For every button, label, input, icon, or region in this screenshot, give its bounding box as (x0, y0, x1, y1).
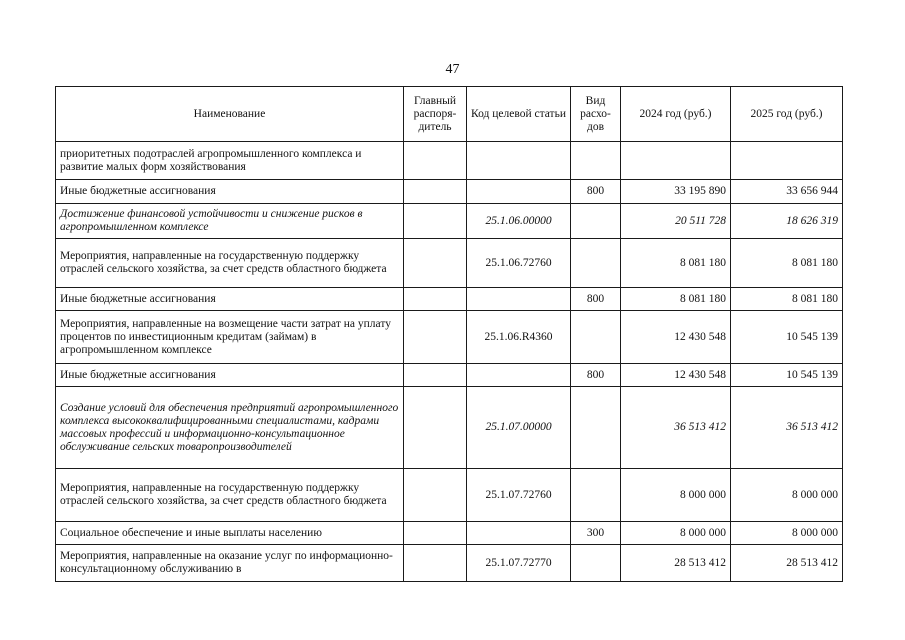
row-2024: 8 081 180 (621, 239, 731, 288)
row-name: Мероприятия, направленные на оказание услуг по информационно-консультационному обслуживанию в (56, 545, 404, 582)
row-code: 25.1.06.00000 (467, 204, 571, 239)
row-name: Иные бюджетные ассигнования (56, 288, 404, 311)
row-admin (404, 239, 467, 288)
row-2025: 28 513 412 (731, 545, 843, 582)
row-admin (404, 545, 467, 582)
row-admin (404, 180, 467, 204)
row-name: Мероприятия, направленные на возмещение части затрат на уплату процентов по инвестиционным кредитам (займам) в агропромышленном комплексе (56, 311, 404, 364)
row-code (467, 288, 571, 311)
row-2025: 33 656 944 (731, 180, 843, 204)
row-admin (404, 204, 467, 239)
row-type: 800 (571, 288, 621, 311)
row-type (571, 239, 621, 288)
row-admin (404, 469, 467, 522)
row-name: приоритетных подотраслей агропромышленного комплекса и развитие малых форм хозяйствования (56, 142, 404, 180)
row-code (467, 364, 571, 387)
row-2024: 12 430 548 (621, 311, 731, 364)
table-row (56, 545, 843, 582)
row-type: 800 (571, 180, 621, 204)
header-code: Код целевой статьи (467, 87, 571, 142)
row-code: 25.1.07.72760 (467, 469, 571, 522)
row-admin (404, 311, 467, 364)
row-name: Мероприятия, направленные на государственную поддержку отраслей сельского хозяйства, за счет средств областного бюджета (56, 239, 404, 288)
row-admin (404, 387, 467, 469)
table-row (56, 180, 843, 204)
row-2024: 12 430 548 (621, 364, 731, 387)
row-admin (404, 522, 467, 545)
page-number: 47 (445, 62, 460, 77)
row-type (571, 311, 621, 364)
row-name: Иные бюджетные ассигнования (56, 364, 404, 387)
header-name: Наименование (56, 87, 404, 142)
row-code: 25.1.06.72760 (467, 239, 571, 288)
row-code: 25.1.07.72770 (467, 545, 571, 582)
row-type (571, 469, 621, 522)
row-type (571, 142, 621, 180)
row-2024: 36 513 412 (621, 387, 731, 469)
row-2024: 8 000 000 (621, 469, 731, 522)
table-row (56, 142, 843, 180)
row-2024: 20 511 728 (621, 204, 731, 239)
row-code (467, 180, 571, 204)
table-row (56, 469, 843, 522)
row-type: 300 (571, 522, 621, 545)
row-admin (404, 364, 467, 387)
table-row (56, 311, 843, 364)
row-2024: 8 000 000 (621, 522, 731, 545)
row-name: Достижение финансовой устойчивости и снижение рисков в агропромышленном комплексе (56, 204, 404, 239)
row-2025: 10 545 139 (731, 364, 843, 387)
table-row (56, 288, 843, 311)
row-2024: 28 513 412 (621, 545, 731, 582)
row-code: 25.1.06.R4360 (467, 311, 571, 364)
row-2024 (621, 142, 731, 180)
row-code (467, 142, 571, 180)
row-admin (404, 142, 467, 180)
row-2025: 18 626 319 (731, 204, 843, 239)
table-header-row (56, 87, 843, 142)
header-2024: 2024 год (руб.) (621, 87, 731, 142)
header-admin: Главный распоря-дитель (404, 87, 467, 142)
table-row (56, 239, 843, 288)
row-2025 (731, 142, 843, 180)
row-admin (404, 288, 467, 311)
row-code: 25.1.07.00000 (467, 387, 571, 469)
table-row (56, 364, 843, 387)
row-name: Социальное обеспечение и иные выплаты населению (56, 522, 404, 545)
row-2025: 8 081 180 (731, 288, 843, 311)
row-type (571, 545, 621, 582)
row-2024: 8 081 180 (621, 288, 731, 311)
row-2025: 8 000 000 (731, 469, 843, 522)
row-code (467, 522, 571, 545)
row-type (571, 204, 621, 239)
budget-table (55, 86, 843, 582)
row-name: Мероприятия, направленные на государственную поддержку отраслей сельского хозяйства, за счет средств областного бюджета (56, 469, 404, 522)
row-name: Иные бюджетные ассигнования (56, 180, 404, 204)
row-2025: 8 081 180 (731, 239, 843, 288)
row-type (571, 387, 621, 469)
table-row (56, 522, 843, 545)
table-row (56, 204, 843, 239)
row-2025: 10 545 139 (731, 311, 843, 364)
table-row (56, 387, 843, 469)
header-type: Вид расхо-дов (571, 87, 621, 142)
row-name: Создание условий для обеспечения предприятий агропромышленного комплекса высококвалифицированными специалистами, кадрами массовых профессий и информационно-консультационное обслуживание сельских товаропроизводителей (56, 387, 404, 469)
row-type: 800 (571, 364, 621, 387)
row-2025: 8 000 000 (731, 522, 843, 545)
row-2025: 36 513 412 (731, 387, 843, 469)
row-2024: 33 195 890 (621, 180, 731, 204)
header-2025: 2025 год (руб.) (731, 87, 843, 142)
